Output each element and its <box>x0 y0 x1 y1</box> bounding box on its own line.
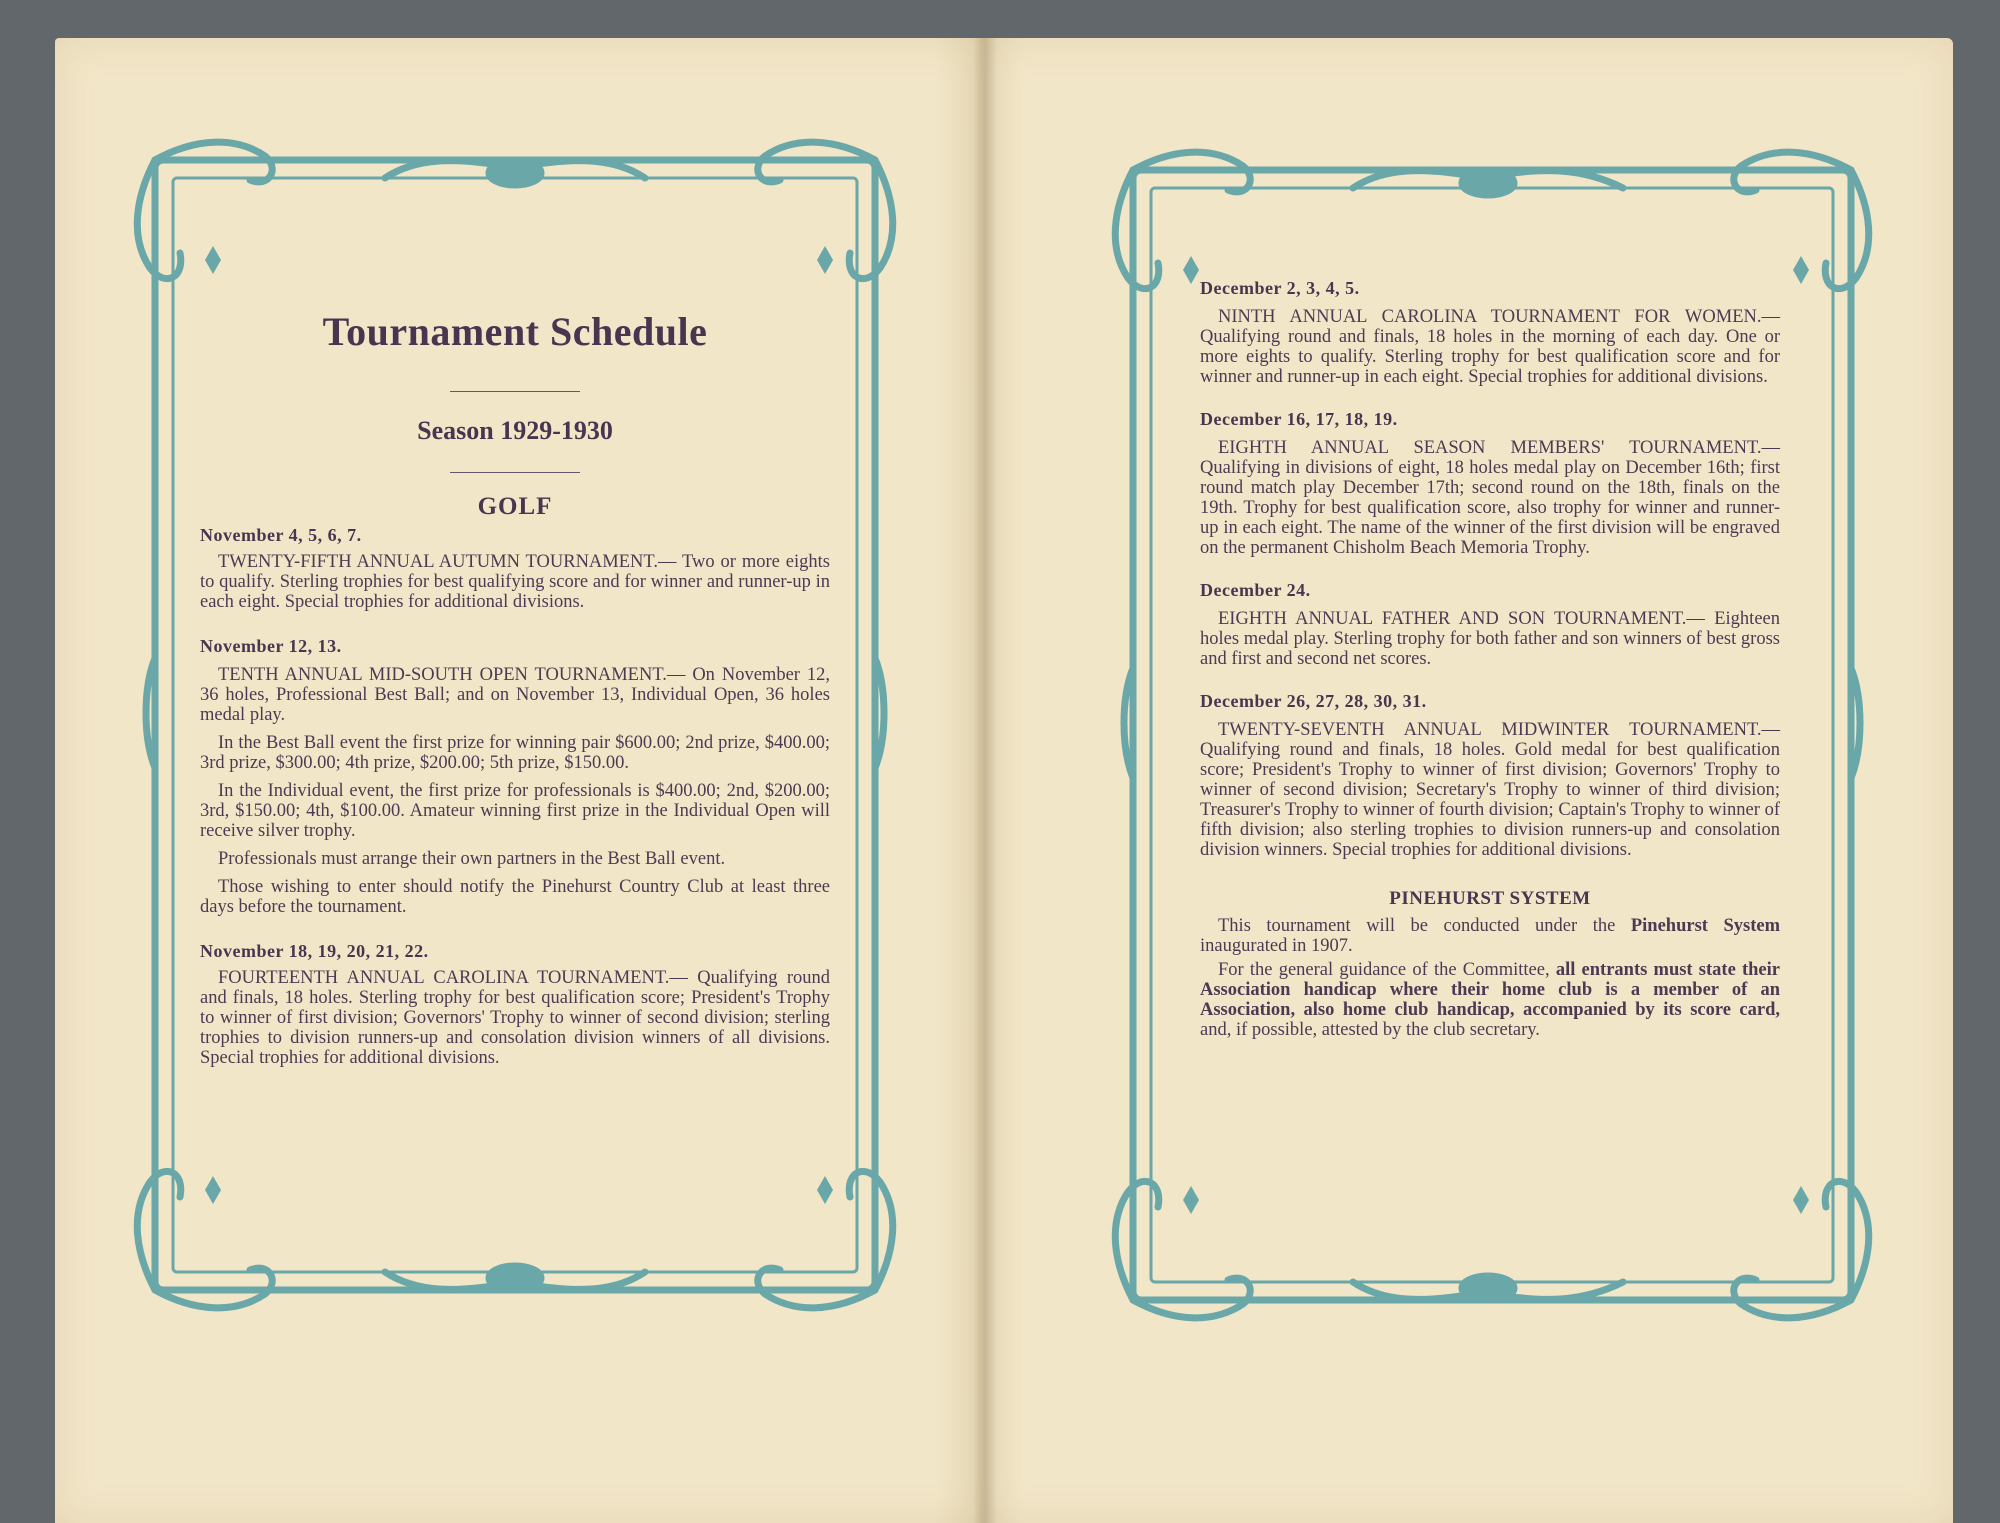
event-description: EIGHTH ANNUAL SEASON MEMBERS' TOURNAMENT.— Qualifying in divisions of eight, 18 holes medal play on December 16th; first round match play December 17th; second round on the 18th, finals on the 19th. Trophy for best qualification score, also trophy for winner and runner-up in each eight. The name of the winner of the first division will be engraved on the permanent Chisholm Beach Memoria Trophy. <box>1200 438 1780 558</box>
event-dec-24 <box>1200 580 1780 669</box>
season-rule <box>450 472 580 473</box>
section-heading-golf: GOLF <box>477 493 553 520</box>
event-description: NINTH ANNUAL CAROLINA TOURNAMENT FOR WOMEN.— Qualifying round and finals, 18 holes in the morning of each day. One or more eights to qualify. Sterling trophy for best qualification score and for winner and runner-up in each eight. Special trophies for additional divisions. <box>1200 307 1780 387</box>
right-page <box>983 38 1953 1523</box>
event-date: November 12, 13. <box>200 636 342 656</box>
right-page-content <box>1200 278 1780 1040</box>
system-p1-text-a: This tournament will be conducted under the <box>1218 916 1631 936</box>
event-prize-best-ball: In the Best Ball event the first prize for winning pair $600.00; 2nd prize, $400.00; 3rd prize, $300.00; 4th prize, $200.00; 5th prize, $150.00. <box>200 733 830 773</box>
left-page-content <box>200 308 830 1068</box>
event-dec-16 <box>1200 409 1780 558</box>
event-description: TWENTY-SEVENTH ANNUAL MIDWINTER TOURNAMENT.— Qualifying round and finals, 18 holes. Gold medal for best qualification score; President's Trophy to winner of first division; Governors' Trophy to winner of second division; Secretary's Trophy to winner of third division; Treasurer's Trophy to winner of fourth division; Captain's Trophy to winner of fifth division; also sterling trophies to division runners-up and consolation division winners. Special trophies for additional divisions. <box>1200 720 1780 860</box>
event-description: TENTH ANNUAL MID-SOUTH OPEN TOURNAMENT.— On November 12, 36 holes, Professional Best Ball; and on November 13, Individual Open, 36 holes medal play. <box>200 665 830 725</box>
event-dec-26 <box>1200 691 1780 860</box>
system-p2-text-a: For the general guidance of the Committee, <box>1218 960 1556 980</box>
system-p1-bold: Pinehurst System <box>1630 916 1780 936</box>
left-page <box>55 38 983 1523</box>
event-dec-2 <box>1200 278 1780 387</box>
event-prize-individual: In the Individual event, the first prize for professionals is $400.00; 2nd, $200.00; 3rd, $150.00; 4th, $100.00. Amateur winning first prize in the Individual Open will receive silver trophy. <box>200 781 830 841</box>
event-date: November 18, 19, 20, 21, 22. <box>200 941 429 961</box>
event-nov-4 <box>200 525 830 612</box>
system-p2-bold: all entrants must state their Association handicap where their home club is a member of an Association, also home club handicap, accompanied by its score card, <box>1200 960 1780 1020</box>
event-note-entry: Those wishing to enter should notify the Pinehurst Country Club at least three days before the tournament. <box>200 877 830 917</box>
booklet <box>55 38 1953 1523</box>
event-date: December 24. <box>1200 580 1311 600</box>
system-heading: PINEHURST SYSTEM <box>1389 888 1591 909</box>
title-rule <box>450 391 580 392</box>
system-paragraph-2 <box>1200 960 1780 1040</box>
event-description: FOURTEENTH ANNUAL CAROLINA TOURNAMENT.— Qualifying round and finals, 18 holes. Sterling trophy for best qualification score; President's Trophy to winner of first division; Governors' Trophy to winner of second division; sterling trophies to division runners-up and consolation division winners of all divisions. Special trophies for additional divisions. <box>200 968 830 1068</box>
event-date: December 16, 17, 18, 19. <box>1200 409 1398 429</box>
pinehurst-system <box>1200 888 1780 1040</box>
system-paragraph-1 <box>1200 916 1780 956</box>
system-p2-text-c: and, if possible, attested by the club secretary. <box>1200 1020 1540 1040</box>
spine-fold <box>973 38 997 1523</box>
event-nov-12 <box>200 636 830 917</box>
page-title: Tournament Schedule <box>322 309 708 354</box>
event-date: December 2, 3, 4, 5. <box>1200 278 1360 298</box>
system-p1-text-c: inaugurated in 1907. <box>1200 936 1353 956</box>
event-date: December 26, 27, 28, 30, 31. <box>1200 691 1427 711</box>
event-nov-18 <box>200 941 830 1068</box>
event-description: TWENTY-FIFTH ANNUAL AUTUMN TOURNAMENT.— Two or more eights to qualify. Sterling trophies for best qualifying score and for winner and runner-up in each eight. Special trophies for additional divisions. <box>200 552 830 612</box>
event-note-partners: Professionals must arrange their own partners in the Best Ball event. <box>218 849 726 869</box>
season-label: Season 1929-1930 <box>417 416 613 445</box>
event-date: November 4, 5, 6, 7. <box>200 525 362 545</box>
event-description: EIGHTH ANNUAL FATHER AND SON TOURNAMENT.— Eighteen holes medal play. Sterling trophy for both father and son winners of best gross and first and second net scores. <box>1200 609 1780 669</box>
